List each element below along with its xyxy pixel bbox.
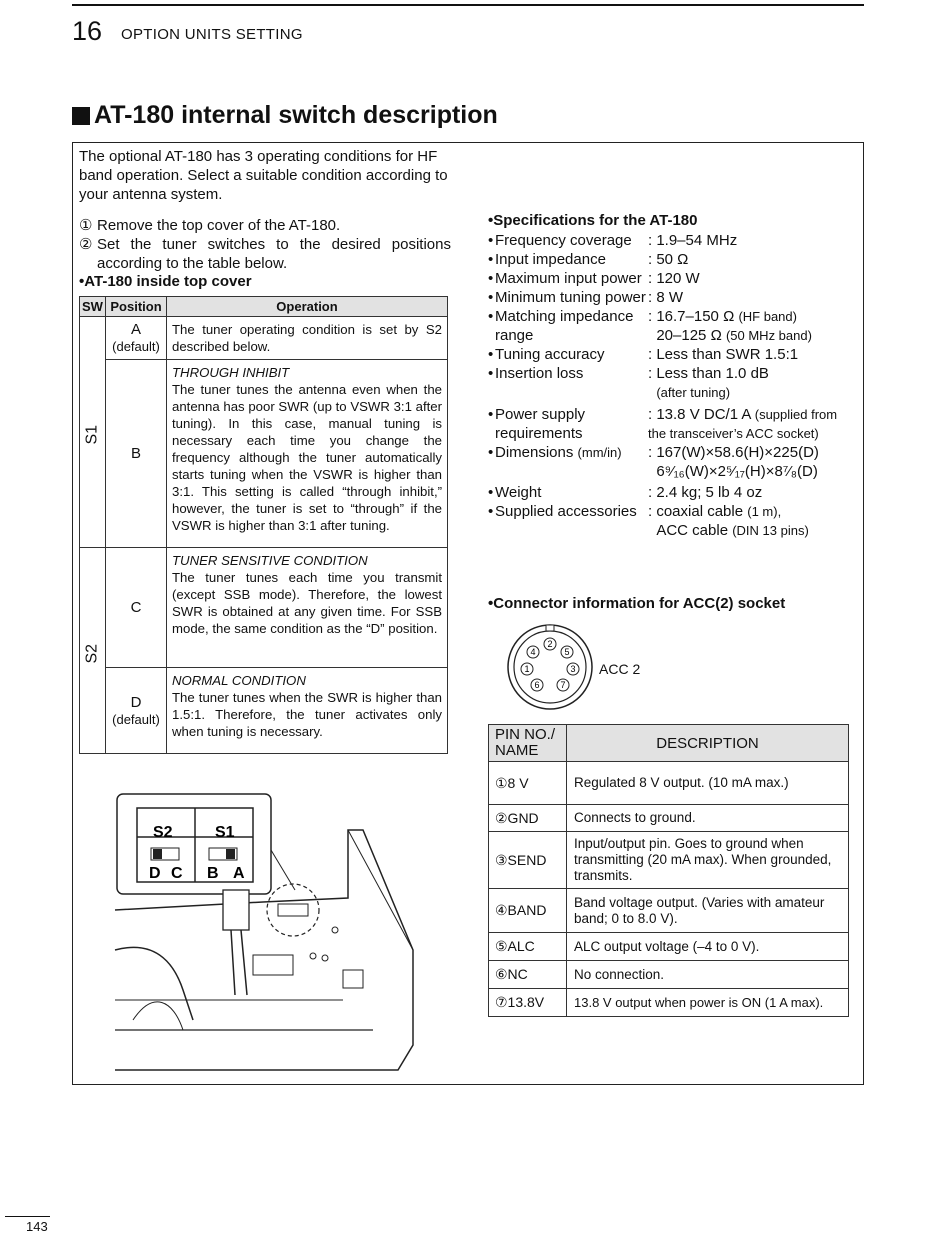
- spec-value: : 1.9–54 MHz: [648, 232, 738, 249]
- pin-4-label: 4: [530, 647, 536, 657]
- spec-value-second-note: (DIN 13 pins): [732, 523, 809, 538]
- step-item: [79, 216, 451, 235]
- specs-list: [488, 231, 858, 540]
- spec-value: [648, 443, 858, 481]
- spec-label-main: Dimensions: [495, 444, 574, 461]
- spec-label-note: (mm/in): [577, 445, 622, 460]
- spec-value-main: : coaxial cable: [648, 503, 744, 520]
- operation-cell: [167, 317, 448, 360]
- spec-value-note: (1 m),: [747, 504, 782, 519]
- operation-text: The tuner tunes the antenna even when the antenna has poor SWR (up to VSWR 3:1 after tuning). In this case, manual tuning is necessary each time you change the frequency although the tuner automatically starts tuning when the VSWR is higher than 3:1. This setting is called “through inhibit,” however, the tuner is set to “through” if the VSWR is higher than 3:1 after tuning.: [172, 382, 442, 533]
- table-row: [80, 668, 448, 754]
- spec-label: Weight: [495, 484, 542, 501]
- spec-item: • Minimum tuning power : 8 W: [488, 288, 858, 307]
- position-label: B: [130, 445, 141, 462]
- spec-value: : 50 Ω: [648, 251, 689, 268]
- condition-title: THROUGH INHIBIT: [172, 365, 290, 380]
- inside-cover-heading-text: AT-180 inside top cover: [84, 273, 252, 290]
- spec-item: • Matching impedance range : 16.7–150 Ω (HF band) 20–125 Ω (50 MHz band): [488, 307, 858, 345]
- connector-heading-text: Connector information for ACC(2) socket: [493, 595, 786, 612]
- operation-text: The tuner tunes when the SWR is higher than 1.5:1. Therefore, the tuner activates only when tuning is necessary.: [172, 690, 442, 739]
- position-cell: [106, 668, 167, 754]
- pin-description: Band voltage output. (Varies with amateur band; 0 to 8.0 V).: [567, 889, 849, 933]
- spec-label: [495, 443, 648, 481]
- operation-cell: [167, 360, 448, 548]
- pin-name: ⑦13.8V: [489, 989, 567, 1017]
- position-note: (default): [112, 711, 160, 727]
- spec-value-main: : 13.8 V DC/1 A: [648, 406, 751, 423]
- spec-label: Insertion loss: [495, 365, 584, 382]
- pin-table: [488, 724, 849, 1017]
- pin-1-label: 1: [524, 664, 530, 674]
- pin-name: ⑥NC: [489, 961, 567, 989]
- pin-3-label: 3: [570, 664, 576, 674]
- spec-value: [648, 502, 858, 540]
- pin-name: ②GND: [489, 805, 567, 832]
- spec-value-second: 6⁹⁄₁₆(W)×2⁵⁄₁₇(H)×8⁷⁄₈(D): [656, 463, 818, 480]
- pin-name: ④BAND: [489, 889, 567, 933]
- spec-label: Frequency coverage: [495, 232, 632, 249]
- spec-value: [648, 364, 858, 402]
- acc2-label: ACC 2: [599, 661, 641, 677]
- spec-value-second-note: (50 MHz band): [725, 328, 812, 343]
- operation-text: The tuner operating condition is set by S2 described below.: [172, 322, 442, 354]
- switch-s1-label: S1: [83, 424, 101, 445]
- table-row: [489, 961, 849, 989]
- pin-5-label: 5: [564, 647, 570, 657]
- specs-heading-text: Specifications for the AT-180: [493, 212, 698, 229]
- position-cell: [106, 317, 167, 360]
- page-number: 143: [26, 1219, 48, 1234]
- inset-a-label: A: [233, 865, 245, 882]
- spec-value-main: : 167(W)×58.6(H)×225(D): [648, 444, 819, 461]
- spec-value: : 2.4 kg; 5 lb 4 oz: [648, 484, 763, 501]
- table-row: [489, 889, 849, 933]
- table-row: [80, 317, 448, 360]
- position-cell: [106, 548, 167, 668]
- inset-c-label: C: [171, 865, 183, 882]
- spec-value: [648, 405, 858, 443]
- spec-value-note: (after tuning): [656, 385, 731, 400]
- chapter-number: 16: [72, 16, 103, 46]
- specs-heading: [488, 212, 697, 229]
- switch-s2-label: S2: [83, 643, 101, 663]
- pin-6-label: 6: [534, 680, 540, 690]
- spec-value-note: (supplied from the transceiver’s ACC socket): [648, 407, 838, 441]
- spec-value-second: 20–125 Ω: [656, 327, 722, 344]
- spec-item: • Power supply requirements : 13.8 V DC/1 A (supplied from the transceiver’s ACC socket): [488, 405, 858, 443]
- position-label: C: [130, 599, 142, 616]
- spec-value: : 8 W: [648, 289, 684, 306]
- header-operation: Operation: [167, 297, 448, 317]
- spec-item: • Dimensions (mm/in) : 167(W)×58.6(H)×225(D) 6⁹⁄₁₆(W)×2⁵⁄₁₇(H)×8⁷⁄₈(D): [488, 443, 858, 481]
- inset-s1-label: S1: [215, 824, 235, 841]
- spec-label: Matching impedance range: [495, 308, 634, 344]
- spec-item: • Tuning accuracy : Less than SWR 1.5:1: [488, 345, 858, 364]
- inset-s2-label: S2: [153, 824, 173, 841]
- pin-name: ③SEND: [489, 832, 567, 889]
- table-row: [80, 548, 448, 668]
- spec-item: • Input impedance : 50 Ω: [488, 250, 858, 269]
- operation-cell: [167, 548, 448, 668]
- header-sw: SW: [80, 297, 106, 317]
- tuner-internal-illustration: [113, 790, 453, 1075]
- step-text: Set the tuner switches to the desired positions according to the table below.: [97, 236, 451, 272]
- pin-name: ①8 V: [489, 762, 567, 805]
- spec-value: : 120 W: [648, 270, 700, 287]
- spec-value-main: : Less than 1.0 dB: [648, 365, 769, 382]
- operation-text: The tuner tunes each time you transmit (except SSB mode). Therefore, the lowest SWR is obtained at any given time. For SSB mode, the same condition as the “D” position.: [172, 570, 442, 636]
- pin-2-label: 2: [547, 639, 553, 649]
- table-row: [489, 832, 849, 889]
- position-cell: [106, 360, 167, 548]
- bullet-icon: •: [79, 273, 85, 290]
- switch-s1-cell: [80, 317, 106, 548]
- header-pin-name: PIN NO./ NAME: [489, 725, 567, 762]
- condition-title: NORMAL CONDITION: [172, 673, 306, 688]
- position-label: A: [130, 321, 141, 338]
- pin-7-label: 7: [560, 680, 566, 690]
- spec-label: Minimum tuning power: [495, 289, 646, 306]
- step-number: ①: [79, 217, 93, 234]
- intro-paragraph: The optional AT-180 has 3 operating conditions for HF band operation. Select a suitable condition according to your antenna system.: [79, 148, 448, 204]
- switch-table: [79, 296, 448, 754]
- position-note: (default): [112, 339, 160, 354]
- spec-value-note: (HF band): [738, 309, 797, 324]
- spec-item: • Supplied accessories : coaxial cable (1 m), ACC cable (DIN 13 pins): [488, 502, 858, 540]
- acc2-connector-diagram: [505, 622, 595, 712]
- switch-s2-cell: [80, 548, 106, 754]
- spec-item: • Maximum input power : 120 W: [488, 269, 858, 288]
- spec-value: : Less than SWR 1.5:1: [648, 346, 799, 363]
- pin-description: 13.8 V output when power is ON (1 A max).: [567, 989, 849, 1017]
- table-row: [489, 805, 849, 832]
- bullet-icon: •: [488, 595, 494, 612]
- inside-cover-heading: [79, 273, 252, 290]
- spec-item: • Insertion loss : Less than 1.0 dB (after tuning): [488, 364, 858, 402]
- condition-title: TUNER SENSITIVE CONDITION: [172, 553, 368, 568]
- pin-name: ⑤ALC: [489, 933, 567, 961]
- bullet-icon: •: [488, 212, 494, 229]
- chapter-title: OPTION UNITS SETTING: [121, 26, 303, 43]
- pin-description: Regulated 8 V output. (10 mA max.): [567, 762, 849, 805]
- spec-value-second: ACC cable: [656, 522, 729, 539]
- table-row: [489, 933, 849, 961]
- operation-cell: [167, 668, 448, 754]
- inset-d-label: D: [149, 865, 161, 882]
- spec-label: Maximum input power: [495, 270, 642, 287]
- pin-description: No connection.: [567, 961, 849, 989]
- top-rule: [72, 4, 864, 6]
- connector-heading: [488, 595, 785, 612]
- footer-rule: [5, 1216, 50, 1217]
- pin-description: ALC output voltage (–4 to 0 V).: [567, 933, 849, 961]
- table-row: [80, 360, 448, 548]
- spec-item: • Frequency coverage : 1.9–54 MHz: [488, 231, 858, 250]
- steps-list: [79, 216, 451, 273]
- table-row: [489, 762, 849, 805]
- spec-item: • Weight : 2.4 kg; 5 lb 4 oz: [488, 483, 858, 502]
- table-row: [489, 989, 849, 1017]
- black-square-icon: [72, 107, 90, 125]
- step-number: ②: [79, 236, 93, 253]
- step-text: Remove the top cover of the AT-180.: [97, 217, 341, 234]
- section-title-text: AT-180 internal switch description: [94, 101, 498, 129]
- spec-value-main: : 16.7–150 Ω: [648, 308, 735, 325]
- position-label: D: [130, 693, 142, 711]
- pin-description: Input/output pin. Goes to ground when transmitting (20 mA max). When grounded, transmits.: [567, 832, 849, 889]
- inset-b-label: B: [207, 865, 219, 882]
- spec-label: Power supply requirements: [495, 406, 586, 442]
- spec-label: Input impedance: [495, 251, 606, 268]
- pin-description: Connects to ground.: [567, 805, 849, 832]
- spec-label: Supplied accessories: [495, 503, 637, 520]
- spec-label: Tuning accuracy: [495, 346, 605, 363]
- header-description: DESCRIPTION: [567, 725, 849, 762]
- spec-value: [648, 307, 858, 345]
- step-item: [79, 235, 451, 273]
- header-position: Position: [106, 297, 167, 317]
- section-title: [72, 101, 498, 130]
